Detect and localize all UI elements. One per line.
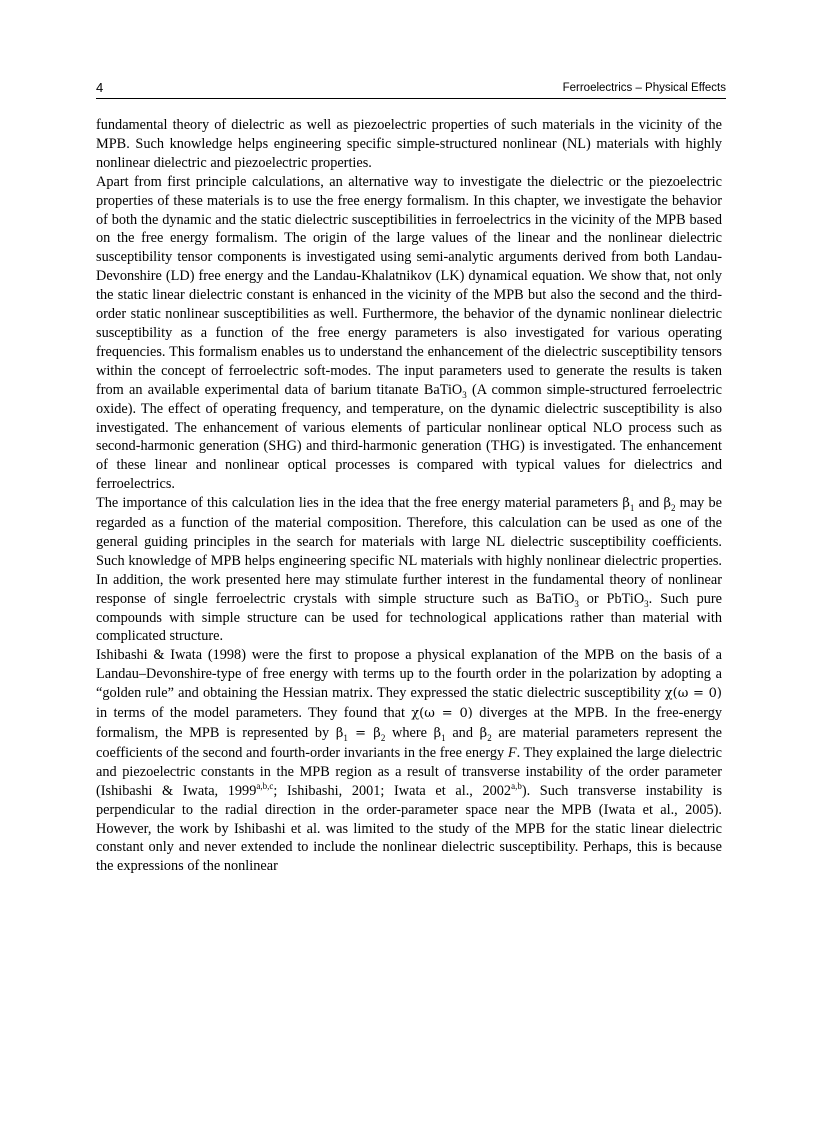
beta-symbol: β: [663, 496, 671, 512]
beta-symbol: β: [433, 726, 442, 741]
beta-symbol: β: [479, 726, 488, 741]
beta-symbol: β: [622, 496, 630, 512]
body-text: [96, 116, 722, 876]
beta-symbol: β: [335, 726, 344, 741]
paragraph-1: fundamental theory of dielectric as well as piezoelectric properties of such materials in the vicinity of the MPB. Such knowledge helps engineering specific simple-structured nonlinear (NL) materials with highly nonlinear dielectric and piezoelectric properties.: [96, 117, 722, 171]
beta-symbol: β: [373, 726, 381, 741]
chi-expression: χ(ω = 0): [411, 706, 473, 722]
page-number: 4: [96, 80, 104, 95]
paragraph-3: The importance of this calculation lies in the idea that the free energy material parameters $\beta_1$ and $\beta_2$ may be regarded as a function of the material composition. Therefore, this calculation can be used as one of the general guiding principles in the search for materials with large NL dielectric susceptibility coefficients. Such knowledge of MPB helps engineering specific NL materials with highly nonlinear dielectric properties. In addition, the work presented here may stimulate further interest in the fundamental theory of nonlinear response of single ferroelectric crystals with simple structure such as BaTiO$_3$ or PbTiO$_3$. Such pure compounds with simple structure can be used for technological applications rather than material with complicated structure.: [96, 495, 722, 645]
page-header: [96, 80, 726, 99]
chi-expression: χ(ω = 0): [664, 686, 722, 702]
free-energy-symbol: F: [507, 744, 517, 761]
running-title: Ferroelectrics – Physical Effects: [562, 82, 726, 94]
paragraph-4: Ishibashi & Iwata (1998) were the first to propose a physical explanation of the MPB on the basis of a Landau–Devonshire-type of free energy with terms up to the fourth order in the polarization by adopting a “golden rule” and obtaining the Hessian matrix. They expressed the static dielectric susceptibility χ(ω = 0) in terms of the model parameters. They found that χ(ω = 0) diverges at the MPB. In the free-energy formalism, the MPB is represented by $\beta_1 = \beta_2$ where $\beta_1$ and $\beta_2$ are material parameters represent the coefficients of the second and fourth-order invariants in the free energy F. They explained the large dielectric and piezoelectric constants in the MPB region as a result of transverse instability of the order parameter (Ishibashi & Iwata, 1999$^{a,b,c}$; Ishibashi, 2001; Iwata et al., 2002$^{a,b}$). Such transverse instability is perpendicular to the radial direction in the order-parameter space near the MPB (Iwata et al., 2005). However, the work by Ishibashi et al. was limited to the study of the MPB for the static linear dielectric constant only and never extended to include the nonlinear dielectric susceptibility. Perhaps, this is because the expressions of the nonlinear: [96, 647, 723, 875]
paragraph-2: Apart from first principle calculations, an alternative way to investigate the dielectric or the piezoelectric properties of these materials is to use the free energy formalism. In this chapter, we investigate the behavior of both the dynamic and the static dielectric susceptibilities in ferroelectrics in the vicinity of the MPB based on the free energy formalism. The origin of the large values of the linear and the nonlinear dielectric susceptibility tensor components is investigated using semi-analytic arguments derived from both Landau-Devonshire (LD) free energy and the Landau-Khalatnikov (LK) dynamical equation. We show that, not only the static linear dielectric constant is enhanced in the vicinity of the MPB but also the second and the third-order static nonlinear susceptibilities as well. Furthermore, the behavior of the dynamic nonlinear dielectric susceptibility as a function of the free energy parameters is also investigated for various operating frequencies. This formalism enables us to understand the enhancement of the dielectric susceptibility tensors within the concept of ferroelectric soft-modes. The input parameters used to generate the results is taken from an available experimental data of barium titanate BaTiO$_3$ (A common simple-structured ferroelectric oxide). The effect of operating frequency, and temperature, on the dynamic dielectric susceptibility is also investigated. The enhancement of various elements of particular nonlinear optical NLO process such as second-harmonic generation (SHG) and third-harmonic generation (THG) is investigated. The enhancement of these linear and nonlinear optical processes is compared with typical values for dielectrics and ferroelectrics.: [96, 173, 722, 493]
